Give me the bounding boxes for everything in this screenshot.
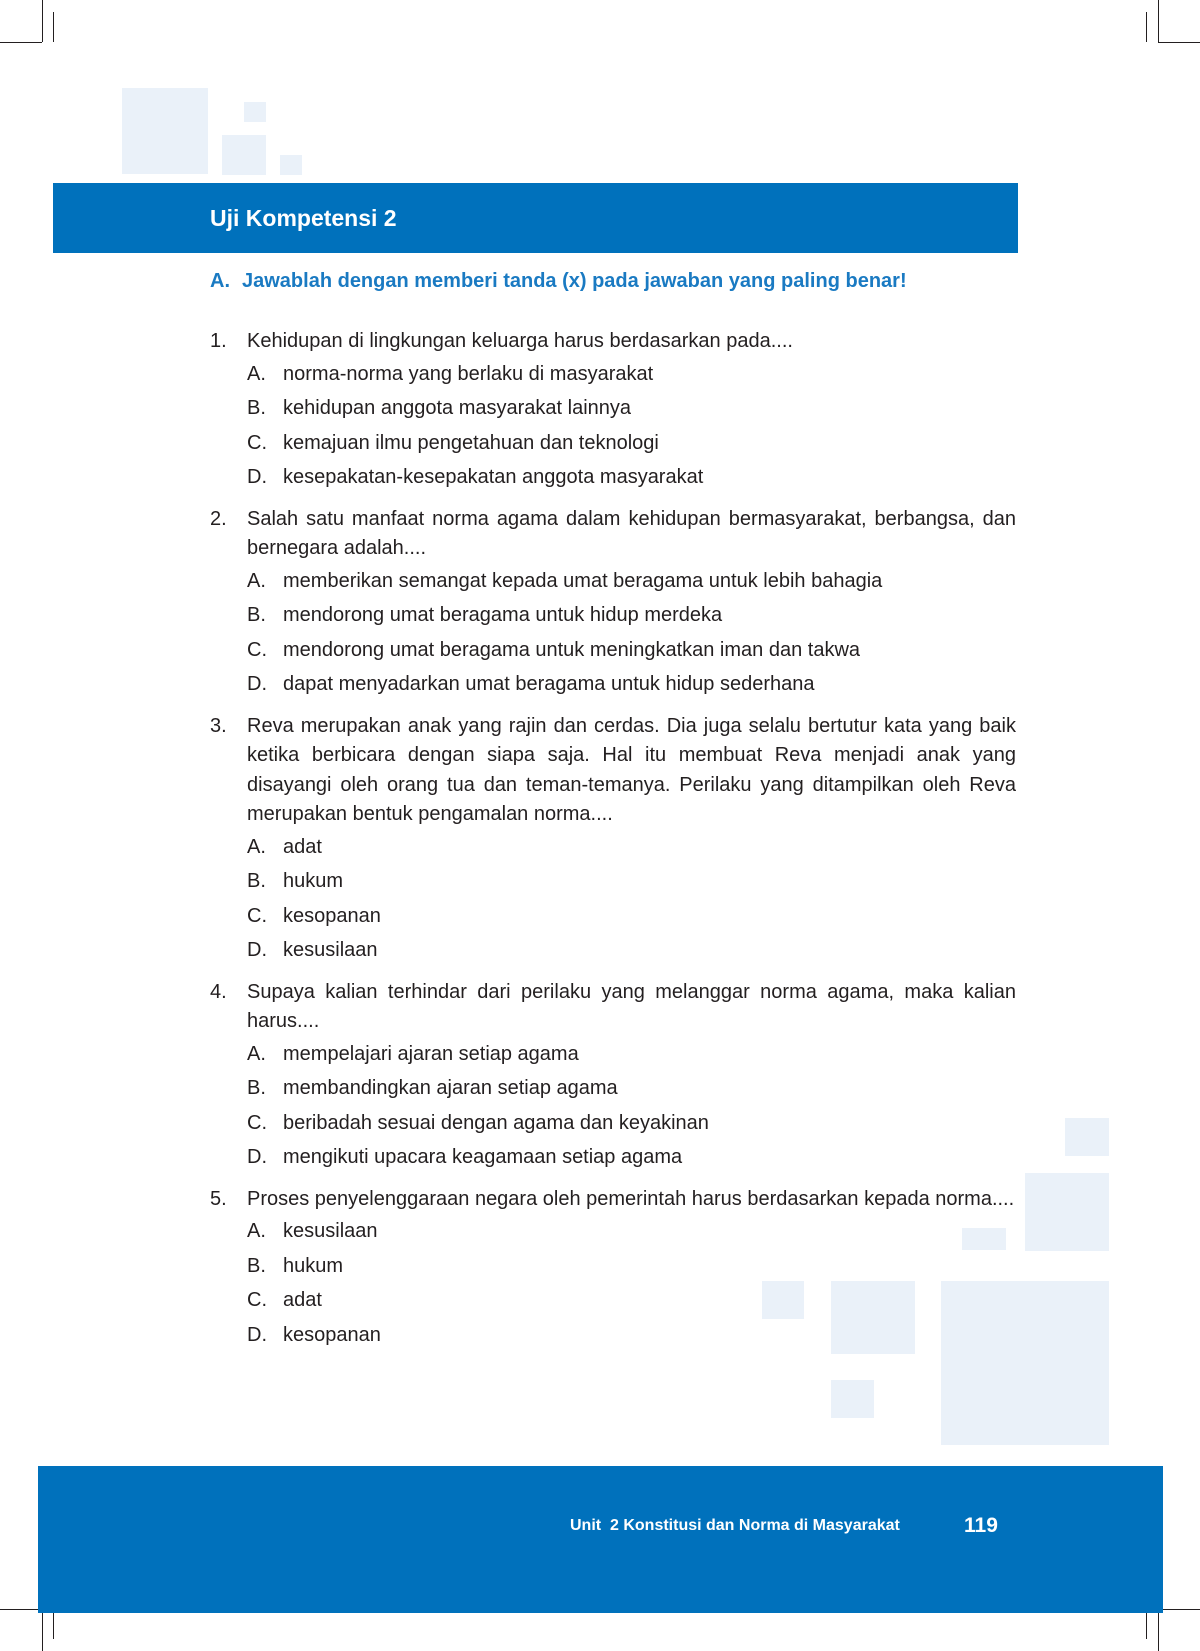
crop-mark bbox=[0, 42, 42, 43]
section-title: Uji Kompetensi 2 bbox=[210, 205, 397, 231]
option-letter: C. bbox=[247, 904, 267, 927]
question-text: Kehidupan di lingkungan keluarga harus berdasarkan pada.... bbox=[247, 330, 793, 352]
footer-unit-title: Unit 2 Konstitusi dan Norma di Masyarakat bbox=[570, 1517, 900, 1534]
option[interactable] bbox=[247, 1214, 1016, 1249]
option[interactable] bbox=[247, 1318, 1016, 1353]
option-letter: C. bbox=[247, 1289, 267, 1311]
option-letter: B. bbox=[247, 397, 266, 419]
question-number: 4. bbox=[210, 980, 227, 1003]
option-text: mempelajari ajaran setiap agama bbox=[283, 1042, 579, 1065]
footer-band bbox=[38, 1466, 1163, 1613]
option-letter: D. bbox=[247, 466, 267, 488]
crop-mark bbox=[1146, 12, 1147, 42]
option[interactable] bbox=[247, 460, 1016, 495]
instruction bbox=[210, 270, 907, 293]
crop-mark bbox=[1158, 1609, 1200, 1610]
instruction-letter: A. bbox=[210, 270, 230, 292]
question-3 bbox=[210, 712, 1016, 968]
option[interactable] bbox=[247, 667, 1016, 702]
crop-mark bbox=[1146, 1609, 1147, 1639]
option-letter: A. bbox=[247, 569, 266, 592]
option-letter: D. bbox=[247, 1146, 267, 1168]
option-text: membandingkan ajaran setiap agama bbox=[283, 1077, 618, 1099]
option-text: hukum bbox=[283, 870, 344, 892]
question-list bbox=[210, 327, 1016, 1362]
decorative-square bbox=[1025, 1173, 1109, 1251]
option[interactable] bbox=[247, 598, 1016, 633]
option-text: kesopanan bbox=[283, 904, 381, 927]
option-text: norma-norma yang berlaku di masyarakat bbox=[283, 362, 654, 385]
option[interactable] bbox=[247, 357, 1016, 392]
option-text: memberikan semangat kepada umat beragama untuk lebih bahagia bbox=[283, 569, 883, 592]
option[interactable] bbox=[247, 1037, 1016, 1072]
question-number: 2. bbox=[210, 507, 227, 530]
decorative-square bbox=[222, 135, 266, 175]
option-letter: C. bbox=[247, 638, 267, 661]
option-text: beribadah sesuai dengan agama dan keyakinan bbox=[283, 1111, 709, 1134]
option[interactable] bbox=[247, 564, 1016, 599]
crop-mark bbox=[1158, 42, 1200, 43]
option-text: dapat menyadarkan umat beragama untuk hidup sederhana bbox=[283, 673, 815, 695]
option[interactable] bbox=[247, 391, 1016, 426]
option-letter: A. bbox=[247, 362, 266, 385]
option-text: kesusilaan bbox=[283, 939, 378, 961]
option-letter: D. bbox=[247, 939, 267, 961]
option-letter: B. bbox=[247, 1077, 266, 1099]
option-text: adat bbox=[283, 1289, 322, 1311]
instruction-text: Jawablah dengan memberi tanda (x) pada jawaban yang paling benar! bbox=[242, 270, 907, 292]
option[interactable] bbox=[247, 933, 1016, 968]
option-text: kesepakatan-kesepakatan anggota masyarakat bbox=[283, 466, 704, 488]
option[interactable] bbox=[247, 633, 1016, 668]
crop-mark bbox=[53, 1609, 54, 1639]
option-text: kehidupan anggota masyarakat lainnya bbox=[283, 397, 632, 419]
decorative-square bbox=[280, 155, 302, 175]
crop-mark bbox=[0, 1609, 42, 1610]
option-text: mendorong umat beragama untuk hidup merdeka bbox=[283, 604, 723, 626]
crop-mark bbox=[42, 0, 43, 42]
option-text: kesopanan bbox=[283, 1323, 381, 1346]
question-text: Supaya kalian terhindar dari perilaku yang melanggar norma agama, maka kalian harus.... bbox=[247, 980, 1016, 1032]
option[interactable] bbox=[247, 426, 1016, 461]
option[interactable] bbox=[247, 1140, 1016, 1175]
option-letter: B. bbox=[247, 604, 266, 626]
question-2 bbox=[210, 505, 1016, 702]
header-band bbox=[53, 183, 1018, 253]
option-text: kesusilaan bbox=[283, 1220, 378, 1242]
option-letter: D. bbox=[247, 1323, 267, 1346]
option-letter: A. bbox=[247, 835, 266, 858]
crop-mark bbox=[1158, 1609, 1159, 1651]
option-text: kemajuan ilmu pengetahuan dan teknologi bbox=[283, 431, 659, 454]
question-number: 1. bbox=[210, 330, 227, 352]
crop-mark bbox=[1158, 0, 1159, 42]
decorative-square bbox=[831, 1380, 874, 1418]
decorative-square bbox=[244, 102, 266, 122]
page-number: 119 bbox=[964, 1514, 998, 1537]
question-4 bbox=[210, 978, 1016, 1175]
question-1 bbox=[210, 327, 1016, 495]
question-text: Reva merupakan anak yang rajin dan cerdas. Dia juga selalu bertutur kata yang baik ketika berbicara dengan siapa saja. Hal itu membuat Reva menjadi anak yang disayangi oleh orang tua dan teman-temanya. Perilaku yang ditampilkan oleh Reva merupakan bentuk pengamalan norma.... bbox=[247, 714, 1016, 825]
option-letter: C. bbox=[247, 431, 267, 454]
crop-mark bbox=[42, 1609, 43, 1651]
question-5 bbox=[210, 1185, 1016, 1353]
option-letter: C. bbox=[247, 1111, 267, 1134]
option[interactable] bbox=[247, 1249, 1016, 1284]
option[interactable] bbox=[247, 1071, 1016, 1106]
option-text: adat bbox=[283, 835, 322, 858]
option-text: hukum bbox=[283, 1254, 344, 1277]
option[interactable] bbox=[247, 864, 1016, 899]
option-text: mendorong umat beragama untuk meningkatkan iman dan takwa bbox=[283, 638, 861, 661]
question-number: 3. bbox=[210, 714, 227, 737]
option[interactable] bbox=[247, 1283, 1016, 1318]
decorative-square bbox=[122, 88, 208, 174]
option[interactable] bbox=[247, 830, 1016, 865]
question-text: Salah satu manfaat norma agama dalam kehidupan bermasyarakat, berbangsa, dan bernegara adalah.... bbox=[247, 507, 1016, 559]
option-letter: B. bbox=[247, 1254, 266, 1277]
option-letter: A. bbox=[247, 1042, 266, 1065]
question-text: Proses penyelenggaraan negara oleh pemerintah harus berdasarkan kepada norma.... bbox=[247, 1187, 1015, 1210]
option-letter: D. bbox=[247, 673, 267, 695]
option[interactable] bbox=[247, 1106, 1016, 1141]
question-number: 5. bbox=[210, 1187, 227, 1210]
option-letter: B. bbox=[247, 870, 266, 892]
option-letter: A. bbox=[247, 1220, 266, 1242]
option-text: mengikuti upacara keagamaan setiap agama bbox=[283, 1146, 683, 1168]
crop-mark bbox=[53, 12, 54, 42]
decorative-square bbox=[1065, 1118, 1109, 1156]
option[interactable] bbox=[247, 899, 1016, 934]
